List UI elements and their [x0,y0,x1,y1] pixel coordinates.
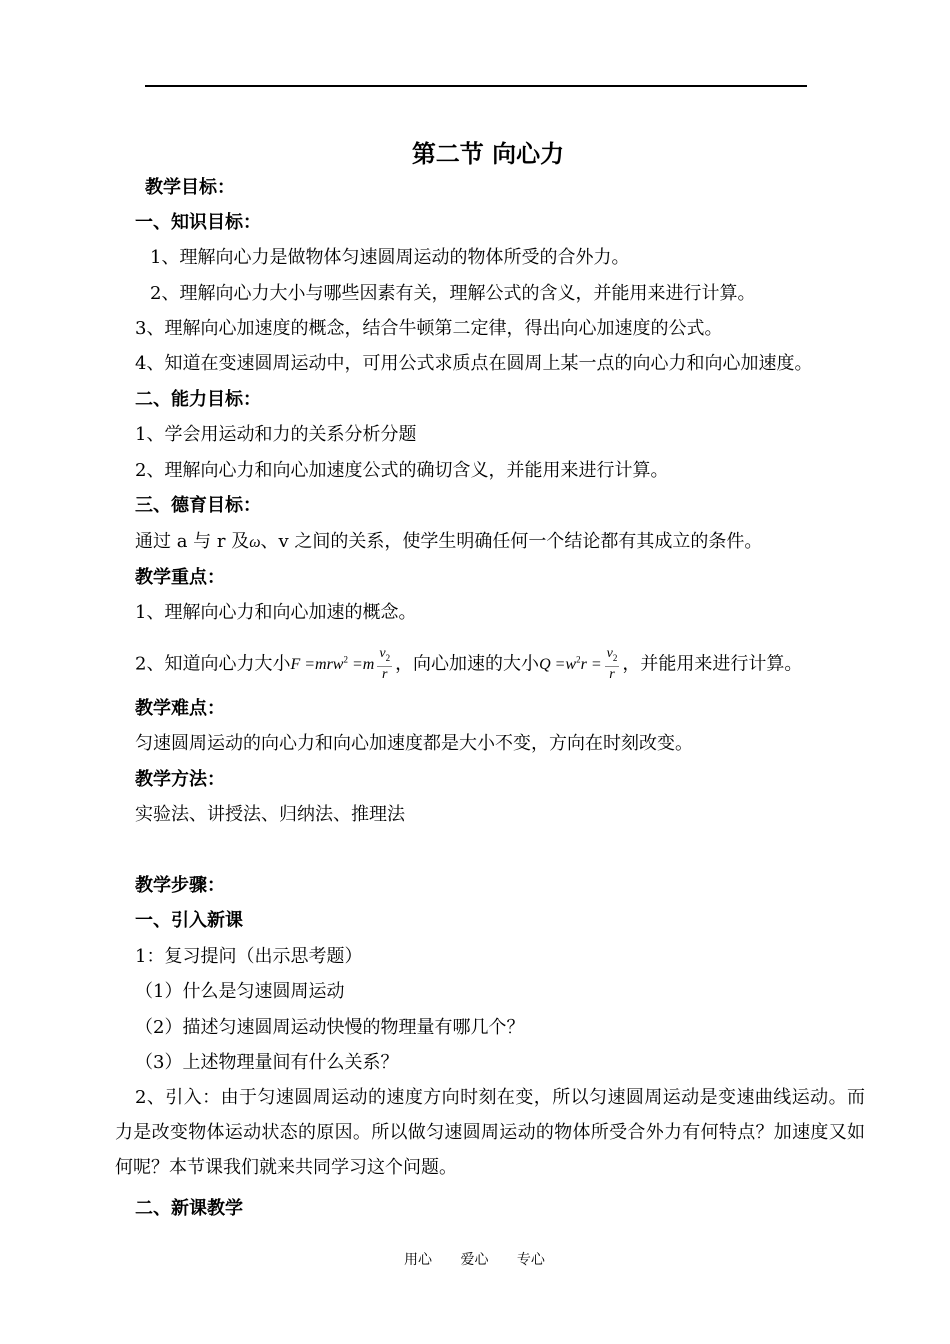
accel-fraction [605,646,620,683]
difficulties-heading: 教学难点： [135,698,225,719]
ability-heading: 二、能力目标： [135,389,261,410]
accel-formula-exponent: 2 [576,655,581,665]
objectives-heading: 教学目标： [145,177,235,198]
force-numerator-sub: 2 [385,652,391,663]
page-title: 第二节 向心力 [411,140,565,168]
ability-item-1: 1、学会用运动和力的关系分析分题 [135,424,417,445]
accel-formula [539,656,602,673]
knowledge-item-2: 2、理解向心力大小与哪些因素有关，理解公式的含义，并能用来进行计算。 [150,283,756,304]
accel-fraction-numerator [605,646,620,667]
force-numerator-v: v [379,645,386,661]
moral-text-b: 、v 之间的关系，使学生明确任何一个结论都有其成立的条件。 [260,531,763,552]
difficulties-text: 匀速圆周运动的向心力和向心加速度都是大小不变，方向在时刻改变。 [135,733,693,754]
accel-formula-mid: r = [580,656,602,674]
omega-symbol: ω [249,534,261,551]
review-line: 1：复习提问（出示思考题） [135,946,363,967]
page-footer [404,1249,569,1269]
methods-heading: 教学方法： [135,769,225,790]
knowledge-item-1: 1、理解向心力是做物体匀速圆周运动的物体所受的合外力。 [150,247,630,268]
accel-fraction-denominator: r [609,666,615,682]
steps-part2-heading: 二、新课教学 [135,1198,243,1219]
key-point-1: 1、理解向心力和向心加速的概念。 [135,602,417,623]
question-3: （3）上述物理量间有什么关系？ [135,1052,399,1073]
moral-text [135,530,762,555]
intro-paragraph: 2、引入：由于匀速圆周运动的速度方向时刻在变，所以匀速圆周运动是变速曲线运动。而力是改变物体运动状态的原因。所以做匀速圆周运动的物体所受合外力有何特点？加速度又如何呢？本节课我们就来共同学习这个问题。 [115,1087,865,1178]
force-formula [290,656,374,673]
force-formula-eq: =m [347,656,375,674]
steps-part1-heading: 一、引入新课 [135,910,243,931]
footer-item-1: 用心 [404,1252,432,1268]
moral-text-a: 通过 a 与 r 及 [135,531,250,552]
force-fraction [377,646,392,683]
key-point-2-text-a: 2、知道向心力大小 [135,653,291,675]
moral-heading: 三、德育目标： [135,495,261,516]
key-point-2-text-c: ，并能用来进行计算。 [622,653,803,675]
force-fraction-numerator [377,646,392,667]
question-1: （1）什么是匀速圆周运动 [135,981,345,1002]
accel-formula-lhs: Q =w [539,656,577,674]
question-2: （2）描述匀速圆周运动快慢的物理量有哪几个？ [135,1017,525,1038]
accel-numerator-sub: 2 [612,652,618,663]
steps-heading: 教学步骤： [135,875,225,896]
force-formula-lhs: F =mrw [290,656,344,674]
ability-item-2: 2、理解向心力和向心加速度公式的确切含义，并能用来进行计算。 [135,460,669,481]
knowledge-item-4: 4、知道在变速圆周运动中，可用公式求质点在圆周上某一点的向心力和向心加速度。 [135,353,813,374]
key-point-2-text-b: ，向心加速的大小 [395,653,540,675]
knowledge-item-3: 3、理解向心加速度的概念，结合牛顿第二定律，得出向心加速度的公式。 [135,318,723,339]
force-fraction-denominator: r [381,666,388,682]
accel-numerator-v: v [606,645,613,661]
knowledge-heading: 一、知识目标： [135,212,261,233]
header-rule [145,85,807,87]
footer-item-3: 专心 [516,1252,545,1268]
key-points-heading: 教学重点： [135,567,225,588]
force-formula-exponent: 2 [343,655,348,665]
methods-text: 实验法、讲授法、归纳法、推理法 [135,804,405,825]
key-point-2 [135,640,802,685]
footer-item-2: 爱心 [460,1252,489,1268]
